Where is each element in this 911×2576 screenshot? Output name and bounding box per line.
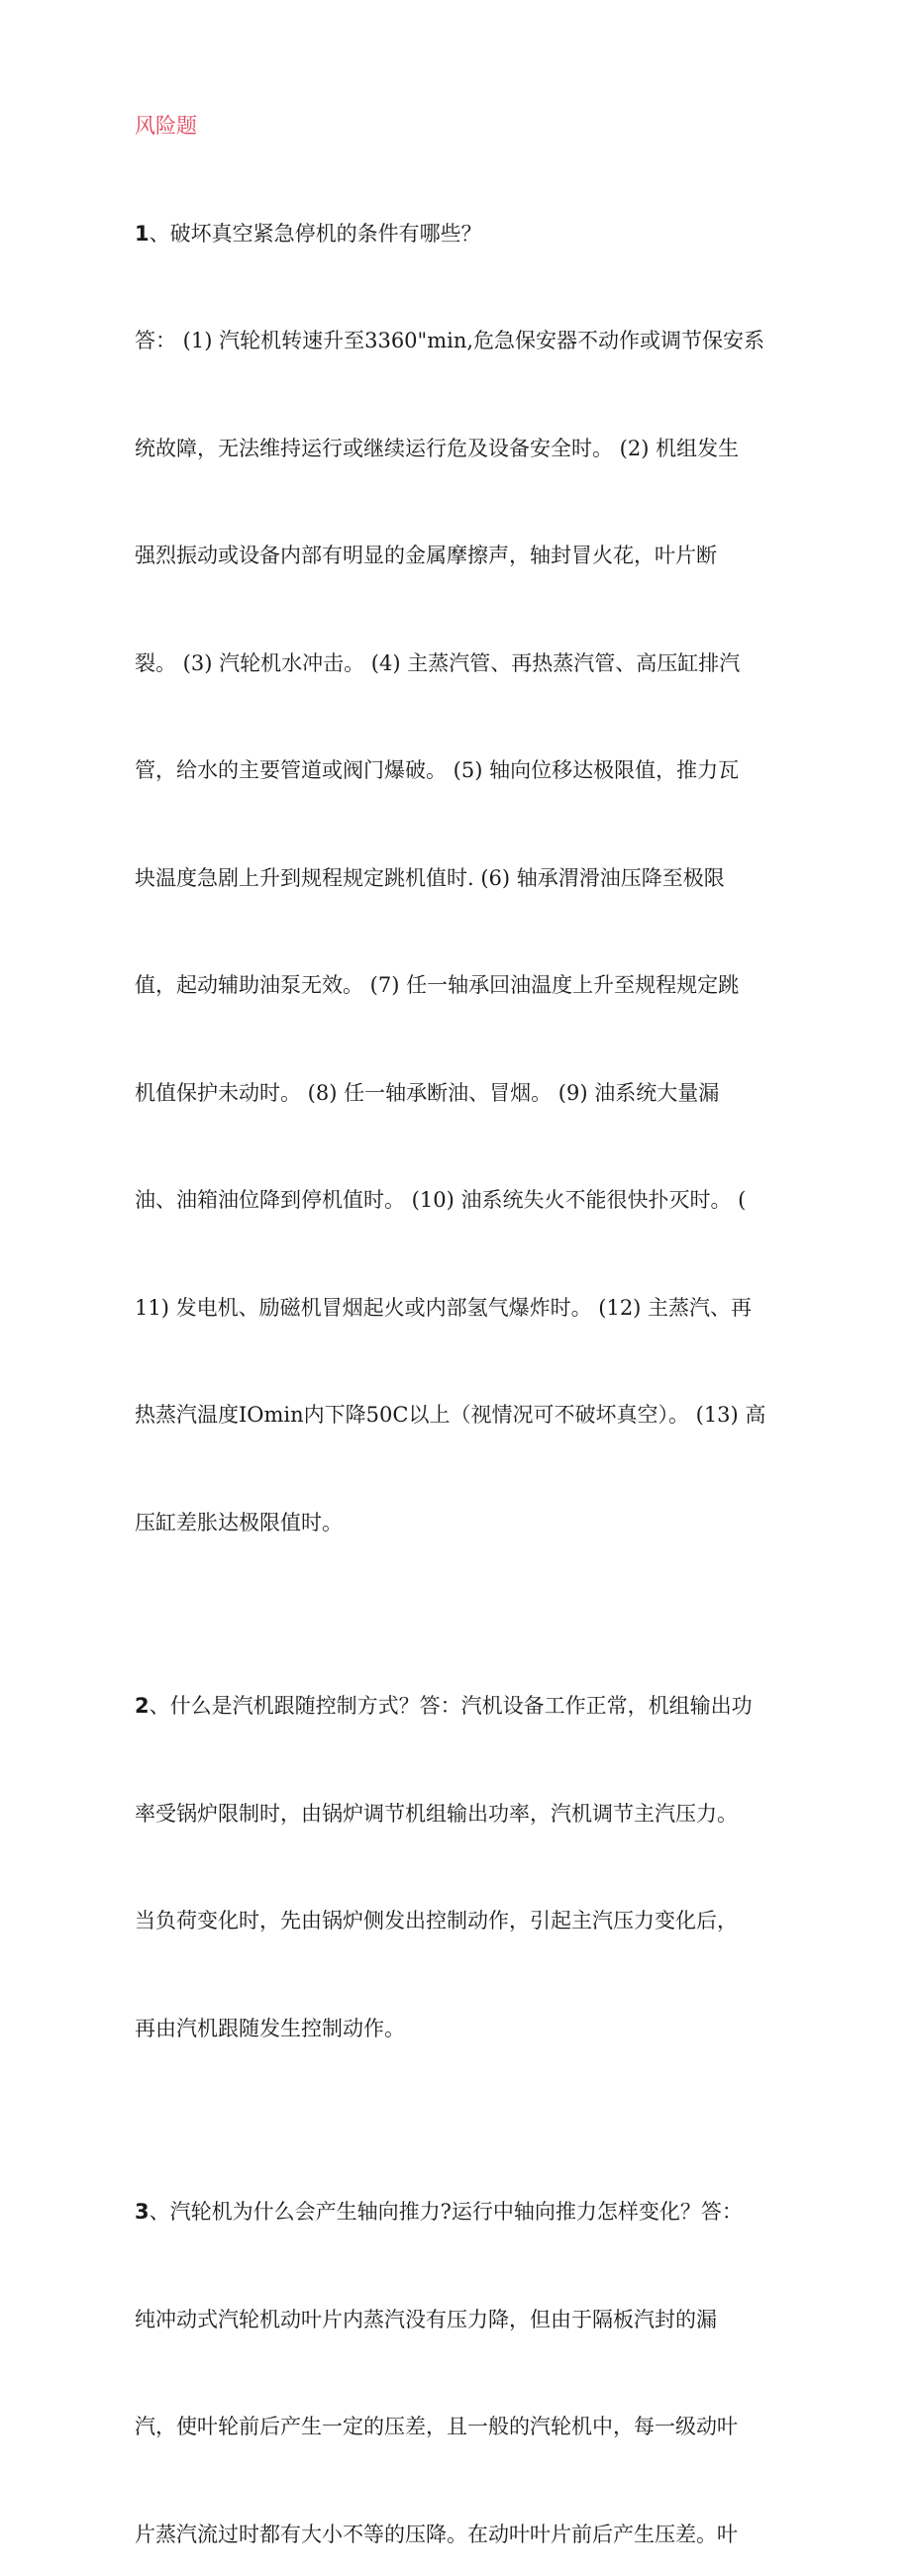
answer-line: 裂。 (3) 汽轮机水冲击。 (4) 主蒸汽管、再热蒸汽管、高压缸排汽 — [135, 650, 741, 675]
answer-line: 答： (1) 汽轮机转速升至3360"min,危急保安器不动作或调节保安系 — [135, 329, 765, 352]
document-body — [135, 111, 778, 2576]
question-1 — [135, 156, 778, 1616]
question-text: 、什么是汽机跟随控制方式？答：汽机设备工作正常，机组输出功 — [149, 1694, 753, 1718]
question-text: 、破坏真空紧急停机的条件有哪些？ — [149, 221, 482, 246]
question-2-line-1 — [135, 1691, 778, 1723]
section-title: 风险题 — [135, 114, 197, 138]
question-number: 1 — [135, 221, 150, 246]
answer-line: 管，给水的主要管道或阀门爆破。 (5) 轴向位移达极限值，推力瓦 — [135, 758, 740, 782]
answer-line: 油、油箱油位降到停机值时。 (10) 油系统失火不能很快扑灭时。 ( — [135, 1188, 747, 1212]
answer-line: 强烈振动或设备内部有明显的金属摩擦声，轴封冒火花，叶片断 — [135, 544, 717, 567]
question-text: 、汽轮机为什么会产生轴向推力?运行中轴向推力怎样变化？答： — [149, 2200, 743, 2224]
answer-line: 值，起动辅助油泵无效。 (7) 任一轴承回油温度上升至规程规定跳 — [135, 973, 740, 997]
question-1-line-1 — [135, 219, 778, 250]
question-number: 2 — [135, 1694, 150, 1718]
answer-line: 热蒸汽温度IOmin内下降50C以上（视情况可不破坏真空）。 (13) 高 — [135, 1403, 766, 1427]
question-3 — [135, 2134, 778, 2576]
question-3-line-1 — [135, 2197, 778, 2229]
answer-line: 当负荷变化时，先由锅炉侧发出控制动作，引起主汽压力变化后， — [135, 1909, 738, 1932]
answer-line: 11) 发电机、励磁机冒烟起火或内部氢气爆炸时。 (12) 主蒸汽、再 — [135, 1295, 753, 1320]
question-number: 3 — [135, 2200, 150, 2224]
answer-line: 纯冲动式汽轮机动叶片内蒸汽没有压力降，但由于隔板汽封的漏 — [135, 2307, 717, 2331]
answer-line: 率受锅炉限制时，由锅炉调节机组输出功率，汽机调节主汽压力。 — [135, 1801, 738, 1826]
answer-line: 片蒸汽流过时都有大小不等的压降。在动叶叶片前后产生压差。叶 — [135, 2522, 738, 2546]
answer-line: 汽，使叶轮前后产生一定的压差，且一般的汽轮机中，每一级动叶 — [135, 2415, 738, 2438]
answer-line: 块温度急剧上升到规程规定跳机值时. (6) 轴承渭滑油压降至极限 — [135, 865, 725, 890]
answer-line: 统故障，无法维持运行或继续运行危及设备安全时。 (2) 机组发生 — [135, 436, 740, 460]
question-2 — [135, 1629, 778, 2121]
answer-line: 机值保护未动时。 (8) 任一轴承断油、冒烟。 (9) 油系统大量漏 — [135, 1080, 720, 1105]
answer-line: 再由汽机跟随发生控制动作。 — [135, 2016, 405, 2040]
answer-line: 压缸差胀达极限值时。 — [135, 1510, 343, 1535]
